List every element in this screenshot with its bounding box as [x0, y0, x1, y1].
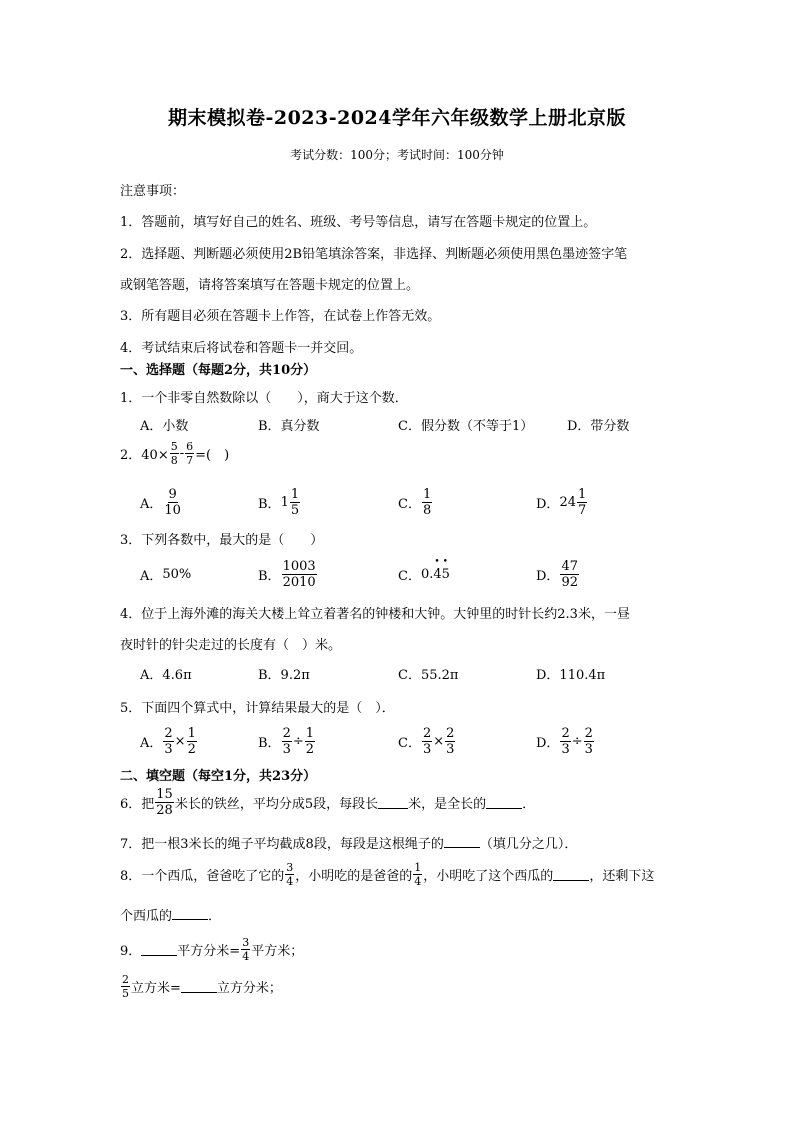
option-d[interactable]: D． 24 $\frac{1}{7}$ [536, 486, 587, 518]
section-heading-choice: 一、选择题（每题2分，共10分） [120, 363, 317, 378]
option-c[interactable]: C． 0. • 4 • 5 [398, 554, 450, 594]
option-b[interactable]: B． 1 $\frac{1}{5}$ [258, 486, 300, 518]
option-c[interactable]: C．55.2π [398, 667, 459, 683]
question-5-stem: 5．下面四个算式中，计算结果最大的是（ ）． [120, 701, 395, 716]
question-5-options [140, 721, 740, 761]
answer-blank[interactable] [486, 796, 522, 809]
answer-blank[interactable] [141, 943, 177, 956]
question-8: 8．一个西瓜，爸爸吃了它的 $\frac{3}{4}$ ，小明吃的是爸爸的 $\frac{1}{4}$ ，小明吃了这个西瓜的 ，还剩下这 [120, 861, 655, 888]
answer-blank[interactable] [172, 907, 208, 920]
question-7: 7．把一根3米长的绳子平均截成8段，每段是这根绳子的 （填几分之几）． [120, 837, 578, 852]
question-2-stem: 2．40× $\frac{5}{8}$ - $\frac{6}{7}$ =( ) [120, 440, 230, 467]
option-a[interactable]: A． 50% [140, 566, 192, 584]
question-1-stem: 1．一个非零自然数除以（ ），商大于这个数． [120, 391, 408, 406]
option-b[interactable]: B． $\frac{2}{3}$ ÷ $\frac{1}{2}$ [258, 725, 315, 757]
option-d[interactable]: D． $\frac{47}{92}$ [536, 558, 578, 590]
question-3-stem: 3．下列各数中，最大的是（ ） [120, 533, 324, 548]
question-9: 9． 平方分米= $\frac{3}{4}$ 平方米； [120, 936, 304, 963]
exam-info: 考试分数：100分；考试时间：100分钟 [290, 148, 504, 162]
option-a[interactable]: A． $\frac{2}{3}$ × $\frac{1}{2}$ [140, 725, 196, 757]
note-item-1: 1．答题前，填写好自己的姓名、班级、考号等信息，请写在答题卡规定的位置上。 [120, 215, 597, 230]
option-c[interactable]: C． $\frac{1}{8}$ [398, 486, 432, 518]
answer-blank[interactable] [444, 835, 480, 848]
notes-heading: 注意事项： [120, 184, 186, 199]
question-4-stem: 4．位于上海外滩的海关大楼上耸立着著名的钟楼和大钟。大钟里的时针长约2.3米，一昼 [120, 607, 630, 622]
page-title: 期末模拟卷-2023-2024学年六年级数学上册北京版 [167, 107, 627, 129]
question-1-options [140, 404, 740, 444]
answer-blank[interactable] [553, 868, 589, 881]
question-8-cont: 个西瓜的 ． [120, 909, 222, 924]
option-b[interactable]: B．9.2π [258, 667, 310, 683]
option-d[interactable]: D．带分数 [567, 418, 630, 434]
option-b[interactable]: B． $\frac{1003}{2010}$ [258, 558, 316, 590]
note-item-3: 3．所有题目必须在答题卡上作答，在试卷上作答无效。 [120, 309, 441, 324]
question-4-stem-cont: 夜时针的针尖走过的长度有（ ）米。 [120, 638, 342, 653]
option-c[interactable]: C． $\frac{2}{3}$ × $\frac{2}{3}$ [398, 725, 455, 757]
option-a[interactable]: A．小数 [140, 418, 189, 434]
option-b[interactable]: B．真分数 [258, 418, 320, 434]
note-item-2-cont: 或钢笔答题，请将答案填写在答题卡规定的位置上。 [120, 278, 420, 293]
option-a[interactable]: A．4.6π [140, 667, 192, 683]
option-d[interactable]: D．110.4π [536, 667, 606, 683]
question-3-options [140, 554, 740, 594]
option-c[interactable]: C．假分数（不等于1） [398, 418, 534, 434]
question-4-options [140, 653, 740, 693]
note-item-2: 2．选择题、判断题必须使用2B铅笔填涂答案，非选择、判断题必须使用黑色墨迹签字笔 [120, 247, 628, 262]
answer-blank[interactable] [181, 980, 217, 993]
section-heading-fill: 二、填空题（每空1分，共23分） [120, 769, 317, 784]
question-9-cont: $\frac{2}{5}$ 立方米= 立方分米； [122, 973, 282, 1000]
note-item-4: 4．考试结束后将试卷和答题卡一并交回。 [120, 341, 363, 356]
option-d[interactable]: D． $\frac{2}{3}$ ÷ $\frac{2}{3}$ [536, 725, 593, 757]
question-6: 6．把 $\frac{15}{28}$ 米长的铁丝，平均分成5段，每段长 米，是全长的 ． [120, 787, 536, 818]
question-2-options [140, 482, 740, 522]
option-a[interactable]: A． $\frac{9}{10}$ [140, 486, 181, 518]
answer-blank[interactable] [378, 796, 408, 809]
